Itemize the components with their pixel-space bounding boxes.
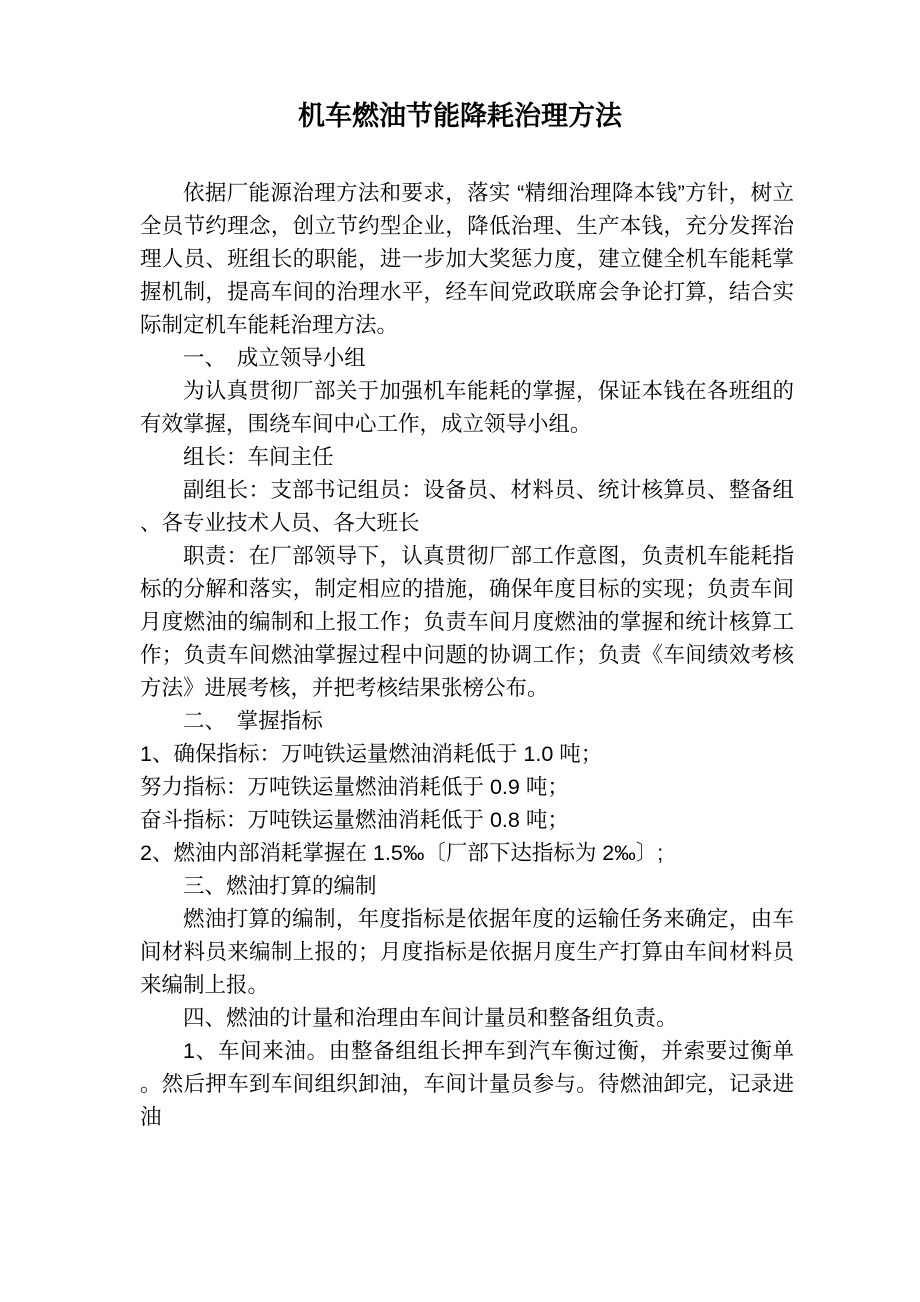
list-item-internal-consumption: 2、燃油内部消耗掌握在 1.5‰〔厂部下达指标为 2‰〕; — [140, 841, 664, 865]
list-item-target-guarantee: 1、确保指标：万吨铁运量燃油消耗低于 1.0 吨； — [140, 742, 603, 766]
document-title: 机车燃油节能降耗治理方法 — [298, 101, 622, 131]
paragraph-deputy-leader: 副组长：支部书记组员：设备员、材料员、统计核算员、整备组、各专业技术人员、各大班长 — [140, 478, 794, 535]
section-heading-3: 三、燃油打算的编制 — [183, 874, 377, 898]
section-heading-2: 二、 掌握指标 — [183, 709, 323, 733]
paragraph-intro: 依据厂能源治理方法和要求，落实 “精细治理降本钱”方针，树立全员节约理念，创立节约型企业，降低治理、生产本钱，充分发挥治理人员、班组长的职能，进一步加大奖惩力度，建立健全机车能耗掌握机制，提高车间的治理水平，经车间党政联席会争论打算，结合实际制定机车能耗治理方法。 — [140, 181, 794, 337]
list-item-target-strive: 奋斗指标：万吨铁运量燃油消耗低于 0.8 吨； — [140, 808, 569, 832]
list-item-target-effort: 努力指标：万吨铁运量燃油消耗低于 0.9 吨； — [140, 775, 569, 799]
paragraph-group-leader: 组长：车间主任 — [183, 445, 334, 469]
paragraph-leading-group: 为认真贯彻厂部关于加强机车能耗的掌握，保证本钱在各班组的有效掌握，围绕车间中心工作，成立领导小组。 — [140, 379, 794, 436]
section-heading-1: 一、 成立领导小组 — [183, 346, 366, 370]
document-body — [140, 177, 794, 1134]
section-heading-4: 四、燃油的计量和治理由车间计量员和整备组负责。 — [183, 1006, 678, 1030]
paragraph-duties: 职责：在厂部领导下，认真贯彻厂部工作意图，负责机车能耗指标的分解和落实，制定相应的措施，确保年度目标的实现；负责车间月度燃油的编制和上报工作；负责车间月度燃油的掌握和统计核算工作；负责车间燃油掌握过程中问题的协调工作；负责《车间绩效考核方法》进展考核，并把考核结果张榜公布。 — [140, 544, 794, 700]
paragraph-oil-delivery: 1、车间来油。由整备组组长押车到汽车衡过衡，并索要过衡单。然后押车到车间组织卸油，车间计量员参与。待燃油卸完，记录进油 — [140, 1039, 794, 1129]
paragraph-plan-compilation: 燃油打算的编制，年度指标是依据年度的运输任务来确定，由车间材料员来编制上报的；月度指标是依据月度生产打算由车间材料员来编制上报。 — [140, 907, 794, 997]
